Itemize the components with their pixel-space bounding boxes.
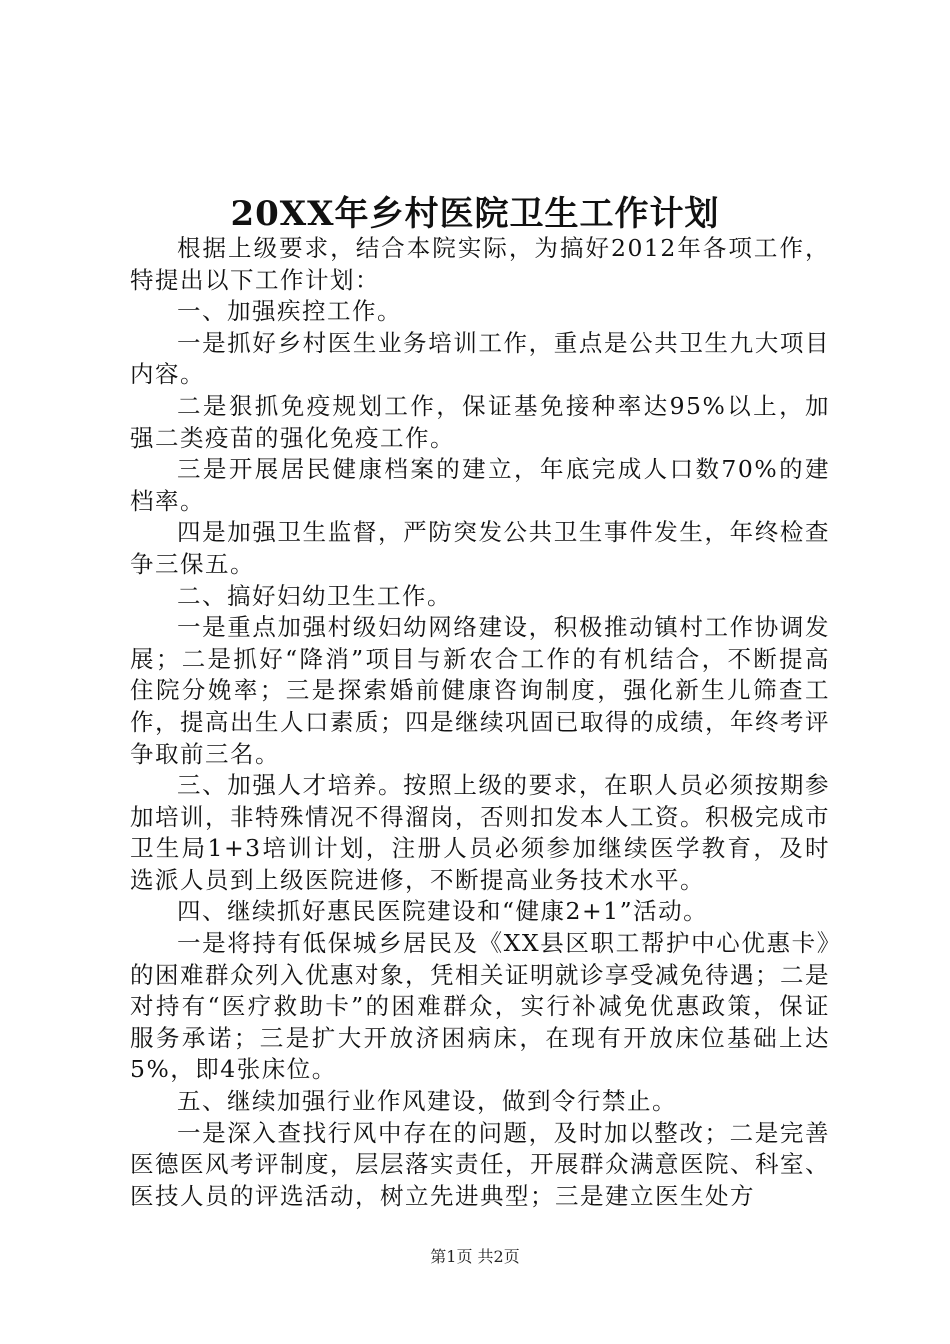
paragraph: 一是抓好乡村医生业务培训工作，重点是公共卫生九大项目内容。 <box>130 328 830 389</box>
document-body <box>130 233 830 1212</box>
paragraph: 一是将持有低保城乡居民及《XX县区职工帮护中心优惠卡》的困难群众列入优惠对象，凭相关证明就诊享受减免待遇；二是对持有“医疗救助卡”的困难群众，实行补减免优惠政策，保证服务承诺；三是扩大开放济困病床，在现有开放床位基础上达5%，即4张床位。 <box>130 929 830 1084</box>
section-heading-4: 四、继续抓好惠民医院建设和“健康2+1”活动。 <box>177 897 709 926</box>
section-heading-1: 一、加强疾控工作。 <box>177 297 402 326</box>
section-heading-5: 五、继续加强行业作风建设，做到令行禁止。 <box>177 1087 677 1116</box>
paragraph: 一是重点加强村级妇幼网络建设，积极推动镇村工作协调发展；二是抓好“降消”项目与新农合工作的有机结合，不断提高住院分娩率；三是探索婚前健康咨询制度，强化新生儿筛查工作，提高出生人口素质；四是继续巩固已取得的成绩，年终考评争取前三名。 <box>130 613 830 768</box>
section-heading-2: 二、搞好妇幼卫生工作。 <box>177 581 452 610</box>
paragraph: 三是开展居民健康档案的建立，年底完成人口数70%的建档率。 <box>130 455 830 515</box>
paragraph-intro: 根据上级要求，结合本院实际，为搞好2012年各项工作，特提出以下工作计划： <box>130 234 830 294</box>
section-heading-3: 三、加强人才培养。按照上级的要求，在职人员必须按期参加培训，非特殊情况不得溜岗，否则扣发本人工资。积极完成市卫生局1+3培训计划，注册人员必须参加继续医学教育，及时选派人员到上级医院进修，不断提高业务技术水平。 <box>130 771 830 894</box>
page-footer: 第1页 共2页 <box>430 1247 520 1266</box>
paragraph: 一是深入查找行风中存在的问题，及时加以整改；二是完善医德医风考评制度，层层落实责任，开展群众满意医院、科室、医技人员的评选活动，树立先进典型；三是建立医生处方 <box>130 1118 830 1210</box>
paragraph: 二是狠抓免疫规划工作，保证基免接种率达95%以上，加强二类疫苗的强化免疫工作。 <box>130 391 830 452</box>
document-title: 20XX年乡村医院卫生工作计划 <box>230 194 720 234</box>
paragraph: 四是加强卫生监督，严防突发公共卫生事件发生，年终检查争三保五。 <box>130 518 830 578</box>
